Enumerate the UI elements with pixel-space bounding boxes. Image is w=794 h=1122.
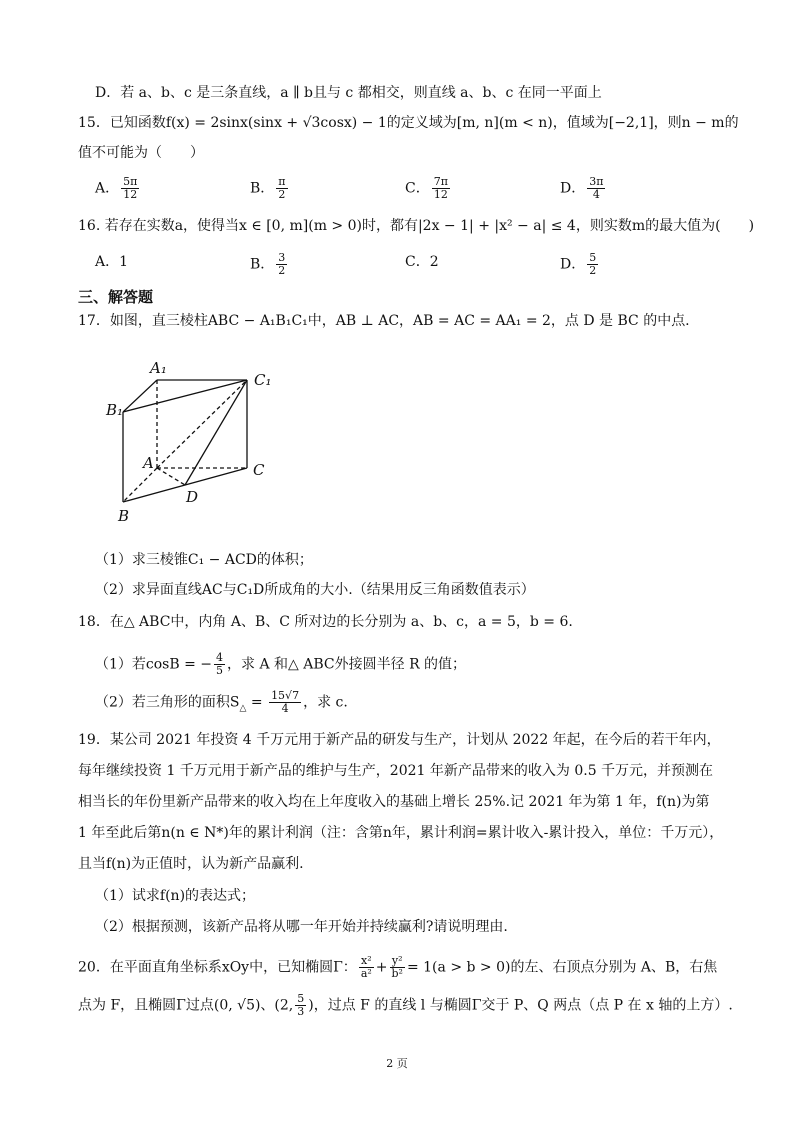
edge-c1d [185,380,247,485]
label-b: B [118,507,130,525]
section-heading: 三、解答题 [78,288,154,306]
q17-part1: （1）求三棱锥C₁ − ACD的体积； [95,552,313,568]
q19-line2: 每年继续投资 1 千万元用于新产品的维护与生产，2021 年新产品带来的收入为 0.5 千万元，并预测在 [78,763,714,779]
q15-stem-line2: 值不可能为（ ） [78,145,204,161]
q15-option-c: C． $\frac{7\pi}{12}$ [405,175,448,201]
label-b1: B₁ [106,401,124,419]
q19-line1: 19．某公司 2021 年投资 4 千万元用于新产品的研发与生产，计划从 2022 年起，在今后的若干年内， [78,732,721,748]
q18-stem: 18．在△ ABC中，内角 A、B、C 所对边的长分别为 a、b、c，a = 5，b = 6. [78,614,573,630]
q16-option-c: C．2 [405,254,439,270]
label-a1: A₁ [150,359,167,377]
q17-stem: 17．如图，直三棱柱ABC − A₁B₁C₁中，AB ⊥ AC，AB = AC = AA₁ = 2，点 D 是 BC 的中点. [78,313,690,329]
q19-line5: 且当f(n)为正值时，认为新产品赢利. [78,856,304,872]
q16-option-b: B． $\frac{3}{2}$ [250,251,286,277]
q18-part1: （1）若cosB = − $\frac{4}{5}$ ，求 A 和△ ABC外接圆半径 R 的值； [95,651,467,677]
q20-line1: 20．在平面直角坐标系xOy中，已知椭圆Γ： $\frac{\text{x²}}{\text{a²}}$ + $\frac{\text{y²}}{\text{b²}}$ = 1(a > b > 0)的左、右顶点分别为 A、B，右焦 [78,954,718,980]
q19-part1: （1）试求f(n)的表达式； [95,888,256,904]
q19-line3: 相当长的年份里新产品带来的收入均在上年度收入的基础上增长 25%.记 2021 年为第 1 年，f(n)为第 [78,794,710,810]
q15-option-d: D． $\frac{3\pi}{4}$ [560,175,604,201]
label-c: C [253,461,265,479]
prism-figure [100,355,300,530]
edge-b1c1 [123,380,247,412]
q19-part2: （2）根据预测，该新产品将从哪一年开始并持续赢利?请说明理由. [95,919,508,935]
label-d: D [186,488,199,506]
q16-option-d: D． $\frac{5}{2}$ [560,251,597,277]
q15-option-b: B． $\frac{\pi}{2}$ [250,175,286,201]
label-c1: C₁ [254,371,272,389]
edge-ac1 [157,380,247,468]
q14-option-d: D．若 a、b、c 是三条直线，a ∥ b且与 c 都相交，则直线 a、b、c 在同一平面上 [95,85,602,101]
q19-line4: 1 年至此后第n(n ∈ N*)年的累计利润（注：含第n年，累计利润=累计收入-累计投入，单位：千万元）， [78,825,724,841]
q18-part2: （2）若三角形的面积$S_\triangle$ = $\frac{15√7}{4}$ ，求 c. [95,689,348,715]
q17-part2: （2）求异面直线AC与C₁D所成角的大小.（结果用反三角函数值表示） [95,582,535,598]
edge-ad [157,468,185,485]
q15-stem-line1: 15．已知函数f(x) = 2sinx(sinx + √3cosx) − 1的定义域为[m, n](m < n)，值域为[−2,1]，则n − m的 [78,115,739,131]
page-number: 2 页 [386,1057,408,1070]
label-a: A [143,454,154,472]
q16-stem: 16. 若存在实数a，使得当x ∈ [0, m](m > 0)时，都有|2x − 1| + |x² − a| ≤ 4，则实数m的最大值为( ) [78,218,755,234]
q16-option-a: A．1 [95,254,129,270]
q20-line2: 点为 F，且椭圆Γ过点(0, √5)、(2, $\frac{5}{3}$ )，过点 F 的直线 l 与椭圆Γ交于 P、Q 两点（点 P 在 x 轴的上方）. [78,992,733,1018]
q15-option-a: A． $\frac{5\pi}{12}$ [95,175,138,201]
